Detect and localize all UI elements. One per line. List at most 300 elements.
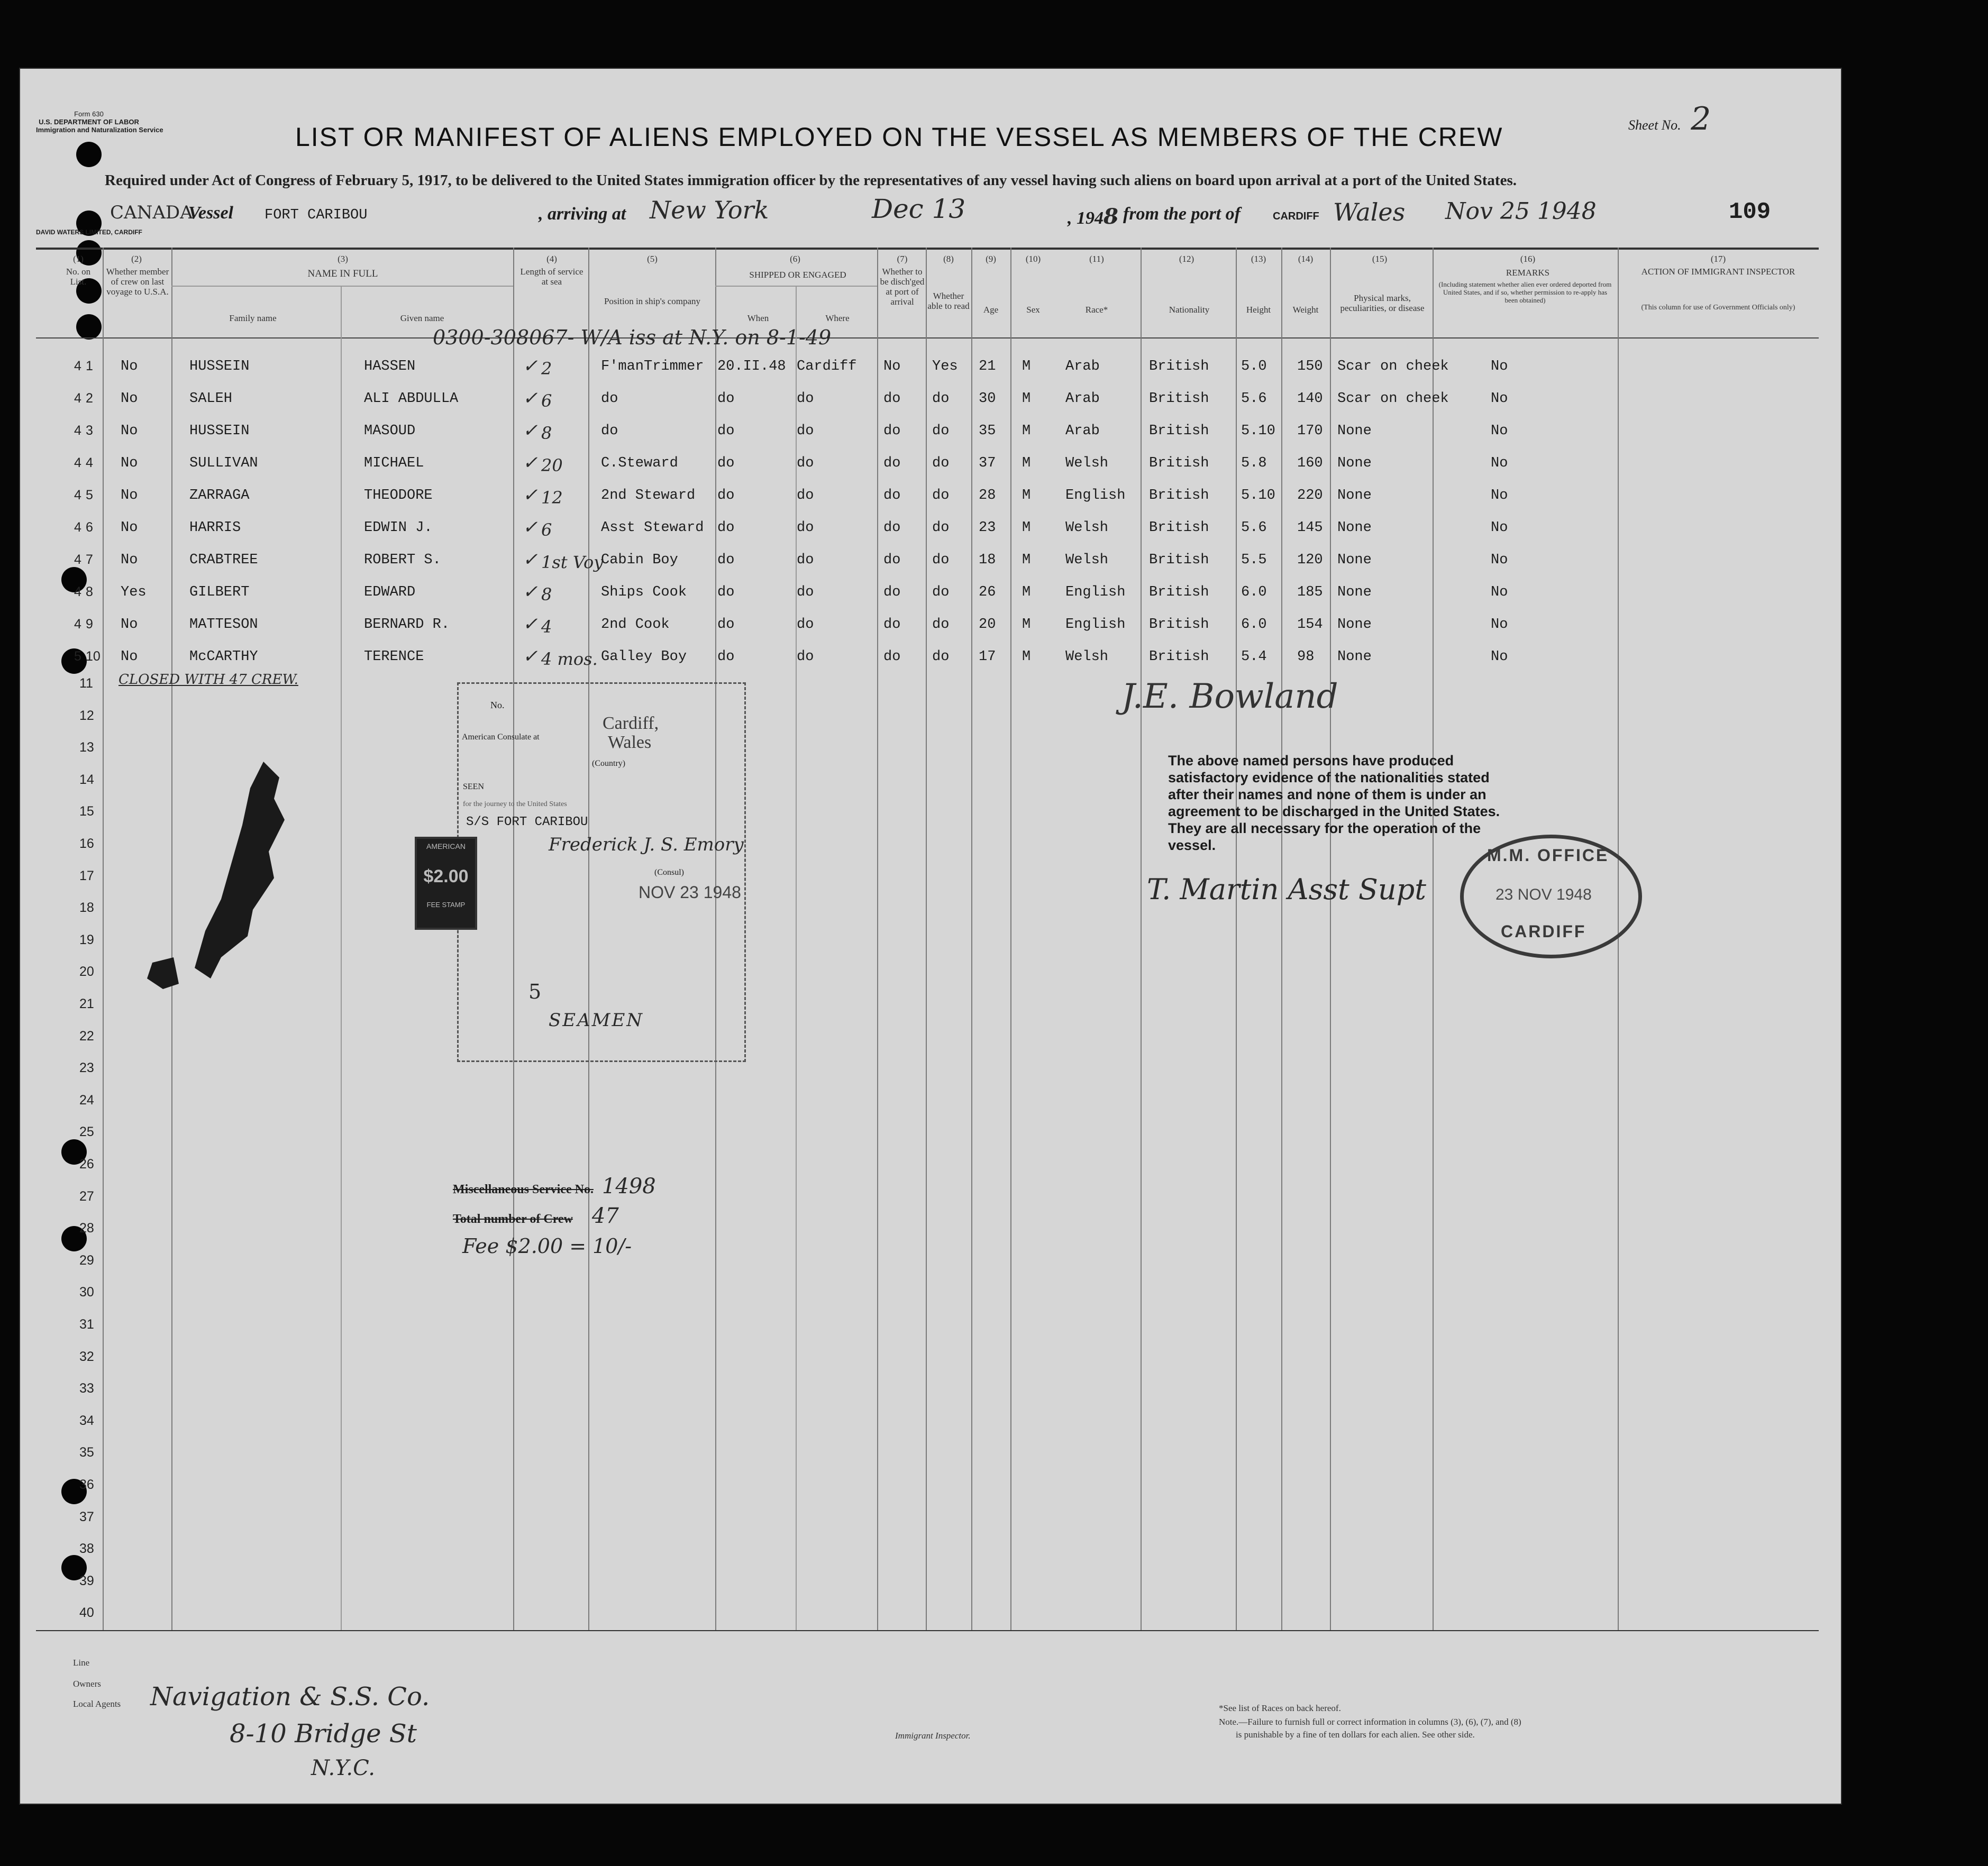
crew-cell-prefix: 4 [74, 391, 81, 406]
crew-cell-age: 21 [979, 359, 996, 374]
crew-cell-weight: 98 [1297, 649, 1315, 665]
column-rule [1618, 248, 1619, 1630]
crew-cell-read: Yes [932, 359, 958, 374]
crew-cell-nationality: British [1149, 359, 1209, 374]
crew-cell-nationality: British [1149, 552, 1209, 568]
crew-cell-age: 26 [979, 584, 996, 600]
crew-cell-service: 12 [541, 488, 563, 508]
col-num-10: (10) [1025, 254, 1041, 264]
crew-cell-family: HARRIS [189, 520, 241, 536]
subheader-action-note: (This column for use of Government Officials only) [1641, 304, 1795, 312]
crew-cell-disch: do [883, 488, 901, 504]
attestation-text: The above named persons have produced satisfactory evidence of the nationalities stated after their names and none of them is under an agreement to be discharged in the United States. They are all necessary for the operation of the vessel. [1168, 753, 1500, 853]
closed-note: CLOSED WITH 47 CREW. [118, 672, 298, 688]
crew-cell-where: do [797, 520, 814, 536]
crew-cell-height: 5.10 [1241, 488, 1275, 504]
crew-cell-marks: Scar on cheek [1337, 391, 1449, 407]
annotation-line: 0300-308067- W/A iss at N.Y. on 8-1-49 [433, 326, 832, 349]
service-name: Immigration and Naturalization Service [36, 126, 163, 134]
crew-cell-no: 7 [86, 552, 93, 567]
crew-total [453, 1204, 619, 1228]
form-number: Form 630 [74, 110, 104, 118]
vessel-label: Vessel [188, 203, 233, 223]
penalty-note-1: Note.—Failure to furnish full or correct information in columns (3), (6), (7), and (8) [1219, 1717, 1521, 1727]
crew-cell-prefix: 4 [74, 359, 81, 373]
crew-cell-disch: do [883, 552, 901, 568]
check-mark-icon: ✓ [523, 581, 538, 602]
crew-cell-remarks: No [1491, 455, 1508, 471]
crew-total-label: Total number of Crew [453, 1212, 573, 1226]
row-number: 30 [79, 1285, 94, 1300]
row-number: 27 [79, 1188, 94, 1204]
table-bottom-rule [36, 1630, 1819, 1631]
crew-cell-race: Welsh [1065, 649, 1109, 665]
crew-cell-no: 8 [86, 584, 93, 599]
row-number: 32 [79, 1349, 94, 1364]
crew-cell-when: do [717, 423, 735, 439]
crew-cell-prefix: 5 [74, 649, 81, 664]
col-label-8: Whether able to read [927, 291, 970, 311]
row-number: 34 [79, 1413, 94, 1428]
col-label-13: Height [1246, 305, 1271, 315]
crew-cell-where: do [797, 584, 814, 600]
crew-cell-weight: 220 [1297, 488, 1323, 504]
crew-cell-when: do [717, 552, 735, 568]
crew-cell-disch: do [883, 455, 901, 471]
seal-mark-icon [121, 756, 300, 1010]
check-mark-icon: ✓ [523, 452, 538, 473]
crew-cell-weight: 185 [1297, 584, 1323, 600]
col-num-4: (4) [546, 254, 557, 264]
col-num-17: (17) [1710, 254, 1726, 264]
crew-cell-remarks: No [1491, 617, 1508, 633]
form-id-block [36, 110, 163, 134]
crew-cell-last: No [121, 617, 138, 633]
column-rule [1330, 248, 1331, 1630]
crew-cell-height: 6.0 [1241, 617, 1267, 633]
immigrant-inspector-label: Immigrant Inspector. [895, 1731, 971, 1741]
crew-cell-nationality: British [1149, 455, 1209, 471]
check-mark-icon: ✓ [523, 484, 538, 506]
crew-cell-sex: M [1022, 520, 1031, 536]
vessel-flag: CANADA [110, 202, 193, 223]
crew-cell-service: 4 [541, 617, 552, 637]
check-mark-icon: ✓ [523, 646, 538, 667]
crew-cell-age: 17 [979, 649, 996, 665]
crew-cell-prefix: 4 [74, 584, 81, 599]
crew-cell-position: Galley Boy [601, 649, 687, 665]
fee-stamp-value: $2.00 [423, 866, 469, 886]
col-num-2: (2) [131, 254, 142, 264]
crew-cell-age: 20 [979, 617, 996, 633]
year-prefix: , 194 [1068, 208, 1104, 228]
row-number: 19 [79, 932, 94, 947]
crew-cell-position: 2nd Steward [601, 488, 696, 504]
crew-cell-race: English [1065, 617, 1126, 633]
consulate-city: Cardiff, [603, 714, 659, 733]
races-note: *See list of Races on back hereof. [1219, 1703, 1341, 1713]
crew-cell-service: 8 [541, 584, 552, 605]
check-mark-icon: ✓ [523, 355, 538, 377]
consulate-country: Wales [608, 733, 652, 752]
row-number: 26 [79, 1157, 94, 1172]
subheader-rule [715, 286, 877, 287]
check-mark-icon: ✓ [523, 388, 538, 409]
crew-cell-disch: do [883, 617, 901, 633]
col-num-5: (5) [647, 254, 658, 264]
crew-cell-service: 1st Voy [541, 552, 604, 572]
row-number: 33 [79, 1381, 94, 1396]
crew-cell-position: C.Steward [601, 455, 678, 471]
crew-cell-nationality: British [1149, 584, 1209, 600]
seamen-label: SEAMEN [549, 1010, 644, 1031]
from-port-label: , from the port of [1114, 204, 1241, 224]
crew-cell-family: SULLIVAN [189, 455, 258, 471]
row-number: 31 [79, 1317, 94, 1332]
fee-stamp-top: AMERICAN [426, 842, 466, 850]
crew-cell-age: 35 [979, 423, 996, 439]
crew-cell-remarks: No [1491, 584, 1508, 600]
crew-cell-weight: 140 [1297, 391, 1323, 407]
crew-cell-age: 30 [979, 391, 996, 407]
col-label-6: SHIPPED OR ENGAGED [749, 270, 846, 280]
crew-cell-last: No [121, 391, 138, 407]
fee-stamp [415, 837, 477, 930]
department: U.S. DEPARTMENT OF LABOR [39, 118, 139, 126]
col-label-9: Age [983, 305, 999, 315]
sheet-label: Sheet No. [1628, 117, 1681, 133]
service-label: Miscellaneous Service No. [453, 1183, 594, 1196]
punch-hole [76, 314, 102, 340]
vessel-name: FORT CARIBOU [265, 207, 368, 223]
crew-cell-no: 4 [86, 455, 93, 470]
year-suffix: 8 [1104, 204, 1118, 229]
row-number: 29 [79, 1252, 94, 1268]
crew-cell-prefix: 4 [74, 488, 81, 502]
crew-cell-position: Cabin Boy [601, 552, 678, 568]
crew-cell-read: do [932, 584, 950, 600]
owners-label: Owners [73, 1679, 101, 1689]
column-rule [1281, 248, 1282, 1630]
crew-cell-where: do [797, 649, 814, 665]
row-number: 23 [79, 1060, 94, 1076]
crew-cell-nationality: British [1149, 520, 1209, 536]
row-number: 14 [79, 772, 94, 787]
consulate-date: NOV 23 1948 [639, 883, 741, 902]
crew-cell-marks: None [1337, 552, 1372, 568]
col-label-17: ACTION OF IMMIGRANT INSPECTOR [1641, 267, 1795, 277]
crew-cell-last: No [121, 455, 138, 471]
agents-hand-2: 8-10 Bridge St [230, 1719, 417, 1749]
crew-cell-family: ZARRAGA [189, 488, 250, 504]
crew-cell-when: do [717, 455, 735, 471]
crew-cell-family: McCARTHY [189, 649, 258, 665]
crew-cell-where: do [797, 552, 814, 568]
crew-cell-disch: do [883, 584, 901, 600]
crew-cell-nationality: British [1149, 488, 1209, 504]
crew-cell-family: HUSSEIN [189, 359, 250, 374]
crew-cell-given: ALI ABDULLA [364, 391, 459, 407]
crew-cell-family: GILBERT [189, 584, 250, 600]
subheader-where: Where [825, 313, 850, 323]
table-top-rule [36, 248, 1819, 250]
row-number: 15 [79, 804, 94, 819]
sheet-value: 2 [1691, 100, 1711, 138]
consul-signature: Frederick J. S. Emory [549, 834, 744, 855]
crew-cell-family: MATTESON [189, 617, 258, 633]
check-mark-icon: ✓ [523, 549, 538, 570]
col-label-14: Weight [1292, 305, 1319, 315]
crew-cell-remarks: No [1491, 423, 1508, 439]
crew-cell-remarks: No [1491, 488, 1508, 504]
arriving-port: New York [650, 196, 769, 224]
crew-cell-remarks: No [1491, 649, 1508, 665]
mm-stamp-bottom: CARDIFF [1501, 922, 1586, 941]
crew-cell-disch: do [883, 649, 901, 665]
crew-cell-nationality: British [1149, 617, 1209, 633]
check-mark-icon: ✓ [523, 420, 538, 441]
crew-cell-marks: Scar on cheek [1337, 359, 1449, 374]
crew-cell-weight: 154 [1297, 617, 1323, 633]
agents-hand-3: N.Y.C. [311, 1756, 376, 1780]
col-label-1: No. on List. [66, 267, 91, 287]
col-num-6: (6) [790, 254, 800, 264]
crew-cell-given: MICHAEL [364, 455, 424, 471]
col-num-8: (8) [943, 254, 954, 264]
col-label-10: Sex [1026, 305, 1040, 315]
journey-text: for the journey to the United States [463, 800, 567, 808]
crew-cell-family: HUSSEIN [189, 423, 250, 439]
crew-cell-nationality: British [1149, 423, 1209, 439]
crew-cell-where: do [797, 391, 814, 407]
crew-total-value: 47 [591, 1204, 619, 1228]
crew-cell-nationality: British [1149, 391, 1209, 407]
crew-cell-last: No [121, 552, 138, 568]
crew-cell-when: do [717, 617, 735, 633]
crew-cell-given: THEODORE [364, 488, 433, 504]
crew-cell-sex: M [1022, 391, 1031, 407]
penalty-note-2: is punishable by a fine of ten dollars for each alien. See other side. [1236, 1730, 1475, 1740]
row-number: 13 [79, 740, 94, 755]
crew-cell-given: TERENCE [364, 649, 424, 665]
crew-cell-service: 6 [541, 520, 552, 540]
column-rule [1010, 248, 1011, 1630]
crew-cell-disch: do [883, 520, 901, 536]
col-num-1: (1) [73, 254, 84, 264]
crew-cell-sex: M [1022, 423, 1031, 439]
crew-cell-weight: 170 [1297, 423, 1323, 439]
col-label-7: Whether to be disch'ged at port of arrival [880, 267, 925, 307]
crew-cell-height: 5.4 [1241, 649, 1267, 665]
crew-cell-sex: M [1022, 649, 1031, 665]
col-num-13: (13) [1251, 254, 1266, 264]
subheader-remarks-note: (Including statement whether alien ever ordered deported from United States, and if so, whether permission to re-apply has been obtained) [1438, 280, 1612, 304]
crew-cell-position: F'manTrimmer [601, 359, 704, 374]
crew-cell-height: 5.10 [1241, 423, 1275, 439]
column-rule [103, 248, 104, 1630]
col-num-11: (11) [1089, 254, 1104, 264]
row-number: 20 [79, 964, 94, 980]
col-num-9: (9) [986, 254, 996, 264]
crew-cell-read: do [932, 423, 950, 439]
crew-cell-last: No [121, 520, 138, 536]
crew-cell-disch: do [883, 391, 901, 407]
crew-cell-service: 6 [541, 391, 552, 411]
crew-cell-service: 20 [541, 455, 563, 475]
seen-label: SEEN [463, 782, 484, 791]
crew-cell-no: 1 [86, 359, 93, 373]
crew-cell-last: No [121, 488, 138, 504]
crew-cell-age: 28 [979, 488, 996, 504]
crew-cell-disch: do [883, 423, 901, 439]
column-rule [1141, 248, 1142, 1630]
supt-signature: T. Martin Asst Supt [1147, 873, 1426, 906]
subheader-rule [171, 286, 513, 287]
crew-cell-prefix: 4 [74, 617, 81, 632]
printer-imprint: DAVID WATERS LIMITED, CARDIFF [36, 228, 142, 236]
col-label-5: Position in ship's company [604, 296, 701, 306]
row-number: 39 [79, 1573, 94, 1588]
row-number: 25 [79, 1124, 94, 1140]
crew-cell-no: 2 [86, 391, 93, 406]
col-label-15: Physical marks, peculiarities, or disease [1340, 293, 1425, 313]
crew-cell-age: 37 [979, 455, 996, 471]
col-num-14: (14) [1298, 254, 1314, 264]
crew-cell-read: do [932, 649, 950, 665]
crew-cell-remarks: No [1491, 359, 1508, 374]
consulate-label: American Consulate at [462, 733, 540, 742]
page-number: 109 [1729, 199, 1771, 225]
row-number: 40 [79, 1605, 94, 1621]
column-rule [926, 248, 927, 1630]
crew-cell-remarks: No [1491, 391, 1508, 407]
crew-cell-where: do [797, 455, 814, 471]
crew-cell-prefix: 4 [74, 552, 81, 567]
col-label-11: Race* [1085, 305, 1108, 315]
crew-cell-height: 5.6 [1241, 391, 1267, 407]
crew-cell-race: Arab [1065, 391, 1100, 407]
crew-cell-where: Cardiff [797, 359, 857, 374]
crew-cell-marks: None [1337, 455, 1372, 471]
column-rule [341, 286, 342, 1630]
crew-cell-service: 4 mos. [541, 649, 598, 669]
crew-cell-sex: M [1022, 584, 1031, 600]
crew-cell-read: do [932, 488, 950, 504]
crew-cell-height: 6.0 [1241, 584, 1267, 600]
crew-cell-when: do [717, 584, 735, 600]
crew-cell-given: ROBERT S. [364, 552, 441, 568]
column-rule [971, 248, 972, 1630]
row-number: 12 [79, 708, 94, 723]
crew-cell-race: English [1065, 584, 1126, 600]
crew-cell-height: 5.6 [1241, 520, 1267, 536]
crew-cell-sex: M [1022, 359, 1031, 374]
crew-cell-family: SALEH [189, 391, 233, 407]
crew-cell-when: do [717, 391, 735, 407]
crew-cell-sex: M [1022, 552, 1031, 568]
crew-cell-last: No [121, 359, 138, 374]
crew-cell-marks: None [1337, 617, 1372, 633]
crew-cell-weight: 120 [1297, 552, 1323, 568]
column-rule [1236, 248, 1237, 1630]
row-number: 37 [79, 1509, 94, 1524]
crew-cell-no: 9 [86, 617, 93, 632]
agents-hand-1: Navigation & S.S. Co. [150, 1682, 430, 1712]
crew-cell-family: CRABTREE [189, 552, 258, 568]
col-num-7: (7) [897, 254, 908, 264]
agents-label: Local Agents [73, 1699, 121, 1709]
manifest-sheet [20, 69, 1841, 1804]
crew-cell-height: 5.0 [1241, 359, 1267, 374]
mm-office-stamp [1460, 835, 1642, 958]
crew-cell-marks: None [1337, 488, 1372, 504]
col-label-2: Whether member of crew on last voyage to U.S.A. [106, 267, 169, 297]
crew-cell-position: do [601, 391, 618, 407]
crew-cell-disch: No [883, 359, 901, 374]
fee-stamp-bottom: FEE STAMP [426, 901, 466, 909]
row-number: 28 [79, 1221, 94, 1236]
row-number: 16 [79, 836, 94, 851]
crew-cell-marks: None [1337, 520, 1372, 536]
crew-cell-position: Asst Steward [601, 520, 704, 536]
check-mark-icon: ✓ [523, 614, 538, 635]
crew-cell-race: Welsh [1065, 520, 1109, 536]
crew-cell-prefix: 4 [74, 520, 81, 535]
crew-cell-weight: 145 [1297, 520, 1323, 536]
subheader-family: Family name [229, 313, 277, 323]
crew-cell-sex: M [1022, 455, 1031, 471]
row-number: 18 [79, 900, 94, 916]
crew-cell-sex: M [1022, 488, 1031, 504]
subheader-given: Given name [400, 313, 444, 323]
crew-cell-marks: None [1337, 584, 1372, 600]
seamen-count: 5 [528, 980, 542, 1003]
crew-cell-no: 3 [86, 423, 93, 438]
crew-cell-position: do [601, 423, 618, 439]
crew-cell-where: do [797, 617, 814, 633]
crew-cell-race: English [1065, 488, 1126, 504]
col-label-3: NAME IN FULL [307, 268, 378, 279]
crew-cell-last: No [121, 649, 138, 665]
from-port: CARDIFF [1273, 211, 1319, 222]
crew-cell-race: Arab [1065, 359, 1100, 374]
crew-cell-given: EDWIN J. [364, 520, 433, 536]
row-number: 35 [79, 1445, 94, 1460]
crew-cell-given: MASOUD [364, 423, 416, 439]
crew-cell-given: HASSEN [364, 359, 416, 374]
crew-cell-read: do [932, 520, 950, 536]
col-num-12: (12) [1179, 254, 1194, 264]
col-num-15: (15) [1372, 254, 1388, 264]
consul-label: (Consul) [654, 868, 684, 877]
crew-cell-service: 2 [541, 359, 552, 379]
column-rule [877, 248, 878, 1630]
column-rule [1433, 248, 1434, 1630]
row-number: 24 [79, 1092, 94, 1108]
crew-cell-read: do [932, 617, 950, 633]
sheet-number [1628, 100, 1711, 138]
crew-cell-given: BERNARD R. [364, 617, 450, 633]
mm-stamp-top: M.M. OFFICE [1487, 846, 1609, 865]
col-num-3: (3) [338, 254, 348, 264]
crew-cell-race: Welsh [1065, 455, 1109, 471]
crew-cell-age: 23 [979, 520, 996, 536]
crew-cell-service: 8 [541, 423, 552, 443]
crew-cell-prefix: 4 [74, 423, 81, 438]
crew-cell-weight: 160 [1297, 455, 1323, 471]
crew-cell-height: 5.8 [1241, 455, 1267, 471]
crew-cell-last: Yes [121, 584, 147, 600]
